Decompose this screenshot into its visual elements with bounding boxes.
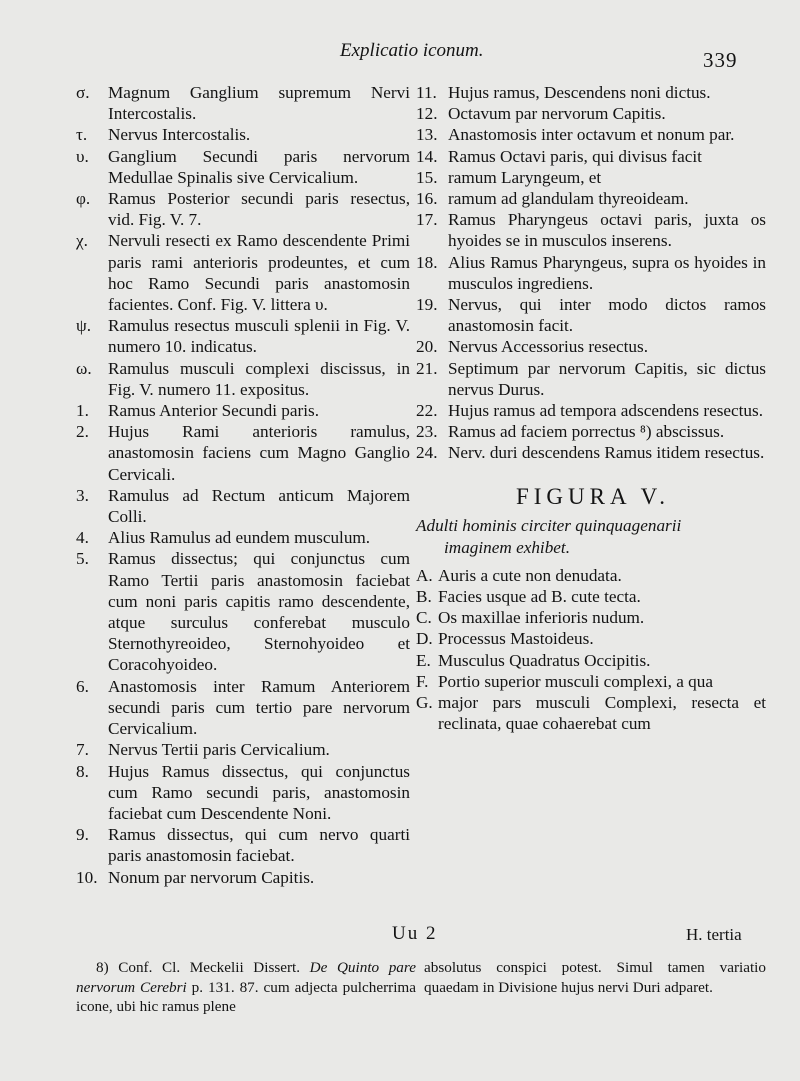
legend-entry bbox=[416, 336, 766, 357]
entry-text: Ramulus resectus musculi splenii in Fig. V. numero 10. indicatus. bbox=[108, 316, 410, 357]
entry-marker: 17. bbox=[416, 210, 438, 230]
legend-entry bbox=[76, 188, 410, 230]
entry-marker: 7. bbox=[76, 740, 89, 760]
signature-mark: Uu 2 bbox=[392, 923, 438, 944]
legend-entry bbox=[416, 421, 766, 442]
left-column bbox=[76, 82, 410, 888]
entry-marker: G. bbox=[416, 693, 433, 713]
entry-text: Anastomosis inter Ramum Anteriorem secundi paris cum tertio pare nervorum Cervicalium. bbox=[108, 676, 410, 739]
entry-marker: 19. bbox=[416, 295, 438, 315]
legend-entry bbox=[416, 124, 766, 145]
entry-text: Ramus Octavi paris, qui divisus facit bbox=[448, 146, 702, 166]
entry-text: Magnum Ganglium supremum Nervi Intercostalis. bbox=[108, 83, 410, 124]
legend-entry bbox=[76, 485, 410, 527]
entry-text: Nervus Accessorius resectus. bbox=[448, 337, 648, 357]
legend-entry bbox=[416, 442, 766, 463]
figure-subtitle-line1: Adulti hominis circiter quinquagenarii bbox=[416, 515, 682, 535]
legend-entry bbox=[416, 103, 766, 124]
entry-marker: A. bbox=[416, 565, 433, 585]
entry-marker: 21. bbox=[416, 358, 438, 378]
legend-entry bbox=[76, 548, 410, 675]
entry-text: Os maxillae inferioris nudum. bbox=[438, 608, 645, 628]
legend-entry bbox=[76, 230, 410, 315]
page-number: 339 bbox=[703, 48, 738, 72]
legend-entry bbox=[76, 358, 410, 400]
entry-marker: 2. bbox=[76, 422, 89, 442]
entry-text: Nervus Tertii paris Cervicalium. bbox=[108, 740, 330, 760]
legend-entry bbox=[76, 421, 410, 485]
legend-entry bbox=[416, 400, 766, 421]
footnote-left bbox=[76, 958, 416, 1017]
entry-text: Nerv. duri descendens Ramus itidem resectus. bbox=[448, 443, 765, 463]
footnote-right: absolutus conspici potest. Simul tamen variatio quaedam in Divisione hujus nervi Duri adparet. bbox=[424, 959, 766, 996]
entry-text: Ramus Anterior Secundi paris. bbox=[108, 401, 319, 421]
legend-entry bbox=[416, 692, 766, 734]
legend-entry bbox=[416, 188, 766, 209]
entry-marker: 9. bbox=[76, 825, 89, 845]
legend-entry bbox=[76, 824, 410, 866]
legend-entry bbox=[76, 400, 410, 421]
right-column bbox=[416, 82, 766, 734]
catchword: H. tertia bbox=[686, 925, 742, 944]
legend-entry bbox=[416, 209, 766, 251]
entry-text: Hujus ramus ad tempora adscendens resectus. bbox=[448, 401, 764, 421]
entry-text: Ramus dissectus, qui cum nervo quarti paris anastomosin faciebat. bbox=[108, 825, 410, 866]
entry-marker: 4. bbox=[76, 528, 89, 548]
entry-marker: 5. bbox=[76, 549, 89, 569]
figure-subtitle bbox=[416, 515, 766, 559]
entry-marker: 24. bbox=[416, 443, 438, 463]
entry-marker: ψ. bbox=[76, 316, 92, 336]
entry-marker: D. bbox=[416, 629, 433, 649]
entry-text: ramum ad glandulam thyreoideam. bbox=[448, 189, 689, 209]
entry-text: Alius Ramus Pharyngeus, supra os hyoides in musculos ingrediens. bbox=[448, 252, 766, 293]
legend-entry bbox=[416, 628, 766, 649]
entry-text: Anastomosis inter octavum et nonum par. bbox=[448, 125, 735, 145]
entry-marker: 13. bbox=[416, 125, 438, 145]
legend-entry bbox=[416, 650, 766, 671]
entry-text: Ramus Posterior secundi paris resectus, vid. Fig. V. 7. bbox=[108, 189, 410, 230]
entry-marker: E. bbox=[416, 650, 431, 670]
entry-text: Nervus, qui inter modo dictos ramos anastomosin facit. bbox=[448, 295, 766, 336]
entry-text: Ramus ad faciem porrectus ⁸) abscissus. bbox=[448, 422, 725, 442]
legend-entry bbox=[76, 761, 410, 825]
entry-text: Ramulus musculi complexi discissus, in Fig. V. numero 11. expositus. bbox=[108, 358, 410, 399]
entry-text: Octavum par nervorum Capitis. bbox=[448, 104, 666, 124]
legend-entry bbox=[76, 146, 410, 188]
entry-marker: 23. bbox=[416, 422, 438, 442]
footnote-text-2: p. 131. 87. cum adjecta pulcherrima icone, ubi hic ramus plene bbox=[76, 978, 416, 1016]
legend-entry bbox=[416, 146, 766, 167]
footnote-text-1: 8) Conf. Cl. Meckelii Dissert. bbox=[96, 959, 310, 976]
entry-marker: 15. bbox=[416, 167, 438, 187]
right-legend-list bbox=[416, 82, 766, 464]
legend-entry bbox=[416, 586, 766, 607]
figure-heading: FIGURA V. bbox=[515, 483, 671, 509]
entry-marker: 22. bbox=[416, 401, 438, 421]
legend-entry bbox=[416, 167, 766, 188]
entry-marker: υ. bbox=[76, 146, 89, 166]
entry-marker: F. bbox=[416, 671, 429, 691]
entry-marker: 1. bbox=[76, 401, 89, 421]
entry-text: Ramus Pharyngeus octavi paris, juxta os hyoides se in musculos inserens. bbox=[448, 210, 766, 251]
legend-entry bbox=[76, 739, 410, 760]
left-legend-list bbox=[76, 82, 410, 888]
legend-entry bbox=[416, 252, 766, 294]
entry-text: Hujus ramus, Descendens noni dictus. bbox=[448, 83, 711, 102]
entry-text: Hujus Rami anterioris ramulus, anastomosin faciens cum Magno Ganglio Cervicali. bbox=[108, 422, 410, 484]
entry-text: Facies usque ad B. cute tecta. bbox=[438, 587, 641, 607]
entry-text: Nonum par nervorum Capitis. bbox=[108, 867, 315, 887]
figure-subtitle-line2: imaginem exhibet. bbox=[444, 537, 571, 557]
entry-text: Hujus Ramus dissectus, qui conjunctus cum Ramo secundi paris, anastomosin faciebat cum Descendente Noni. bbox=[108, 761, 410, 823]
entry-marker: 12. bbox=[416, 104, 438, 124]
footnote-title: De Quinto pare nervorum Cerebri bbox=[76, 959, 416, 996]
legend-entry bbox=[76, 82, 410, 124]
entry-marker: χ. bbox=[76, 231, 88, 251]
entry-marker: ω. bbox=[76, 358, 92, 378]
legend-entry bbox=[76, 527, 410, 548]
legend-entry bbox=[416, 607, 766, 628]
legend-entry bbox=[416, 82, 766, 103]
entry-text: Nervus Intercostalis. bbox=[108, 125, 251, 145]
entry-text: Ganglium Secundi paris nervorum Medullae Spinalis sive Cervicalium. bbox=[108, 146, 410, 187]
legend-entry bbox=[416, 358, 766, 400]
entry-text: Alius Ramulus ad eundem musculum. bbox=[108, 528, 371, 548]
entry-marker: τ. bbox=[76, 125, 88, 145]
legend-entry bbox=[416, 294, 766, 336]
legend-entry bbox=[416, 671, 766, 692]
legend-entry bbox=[76, 676, 410, 740]
entry-marker: 18. bbox=[416, 252, 438, 272]
entry-marker: 10. bbox=[76, 867, 98, 887]
entry-marker: 3. bbox=[76, 485, 89, 505]
figure-legend-list bbox=[416, 565, 766, 735]
entry-text: Ramulus ad Rectum anticum Majorem Colli. bbox=[108, 485, 410, 527]
entry-marker: 20. bbox=[416, 337, 438, 357]
legend-entry bbox=[416, 565, 766, 586]
legend-entry bbox=[76, 124, 410, 145]
entry-marker: 8. bbox=[76, 761, 89, 781]
entry-text: Septimum par nervorum Capitis, sic dictus nervus Durus. bbox=[448, 358, 766, 399]
entry-marker: σ. bbox=[76, 83, 90, 102]
entry-marker: φ. bbox=[76, 189, 91, 209]
entry-text: Musculus Quadratus Occipitis. bbox=[438, 650, 651, 670]
entry-text: ramum Laryngeum, et bbox=[448, 167, 602, 187]
entry-text: Nervuli resecti ex Ramo descendente Primi paris rami anterioris prodeuntes, et cum hoc Ramo Secundi paris anastomosin facientes. Conf. Fig. V. littera υ. bbox=[108, 231, 410, 315]
entry-marker: C. bbox=[416, 608, 432, 628]
entry-marker: B. bbox=[416, 587, 432, 607]
entry-text: major pars musculi Complexi, resecta et reclinata, quae cohaerebat cum bbox=[438, 693, 766, 734]
entry-marker: 16. bbox=[416, 189, 438, 209]
entry-marker: 14. bbox=[416, 146, 438, 166]
entry-marker: 6. bbox=[76, 676, 89, 696]
entry-text: Processus Mastoideus. bbox=[438, 629, 594, 649]
running-head: Explicatio iconum. bbox=[340, 40, 484, 61]
legend-entry bbox=[76, 867, 410, 888]
entry-text: Portio superior musculi complexi, a qua bbox=[438, 671, 713, 691]
legend-entry bbox=[76, 315, 410, 357]
entry-marker: 11. bbox=[416, 83, 437, 102]
entry-text: Ramus dissectus; qui conjunctus cum Ramo Tertii paris anastomosin faciebat cum noni paris capitis ramo descendente, atque surculus conferebat musculo Sternothyreoideo, Sternohyoideo et Coracohyoideo. bbox=[108, 549, 410, 675]
entry-text: Auris a cute non denudata. bbox=[438, 565, 622, 585]
